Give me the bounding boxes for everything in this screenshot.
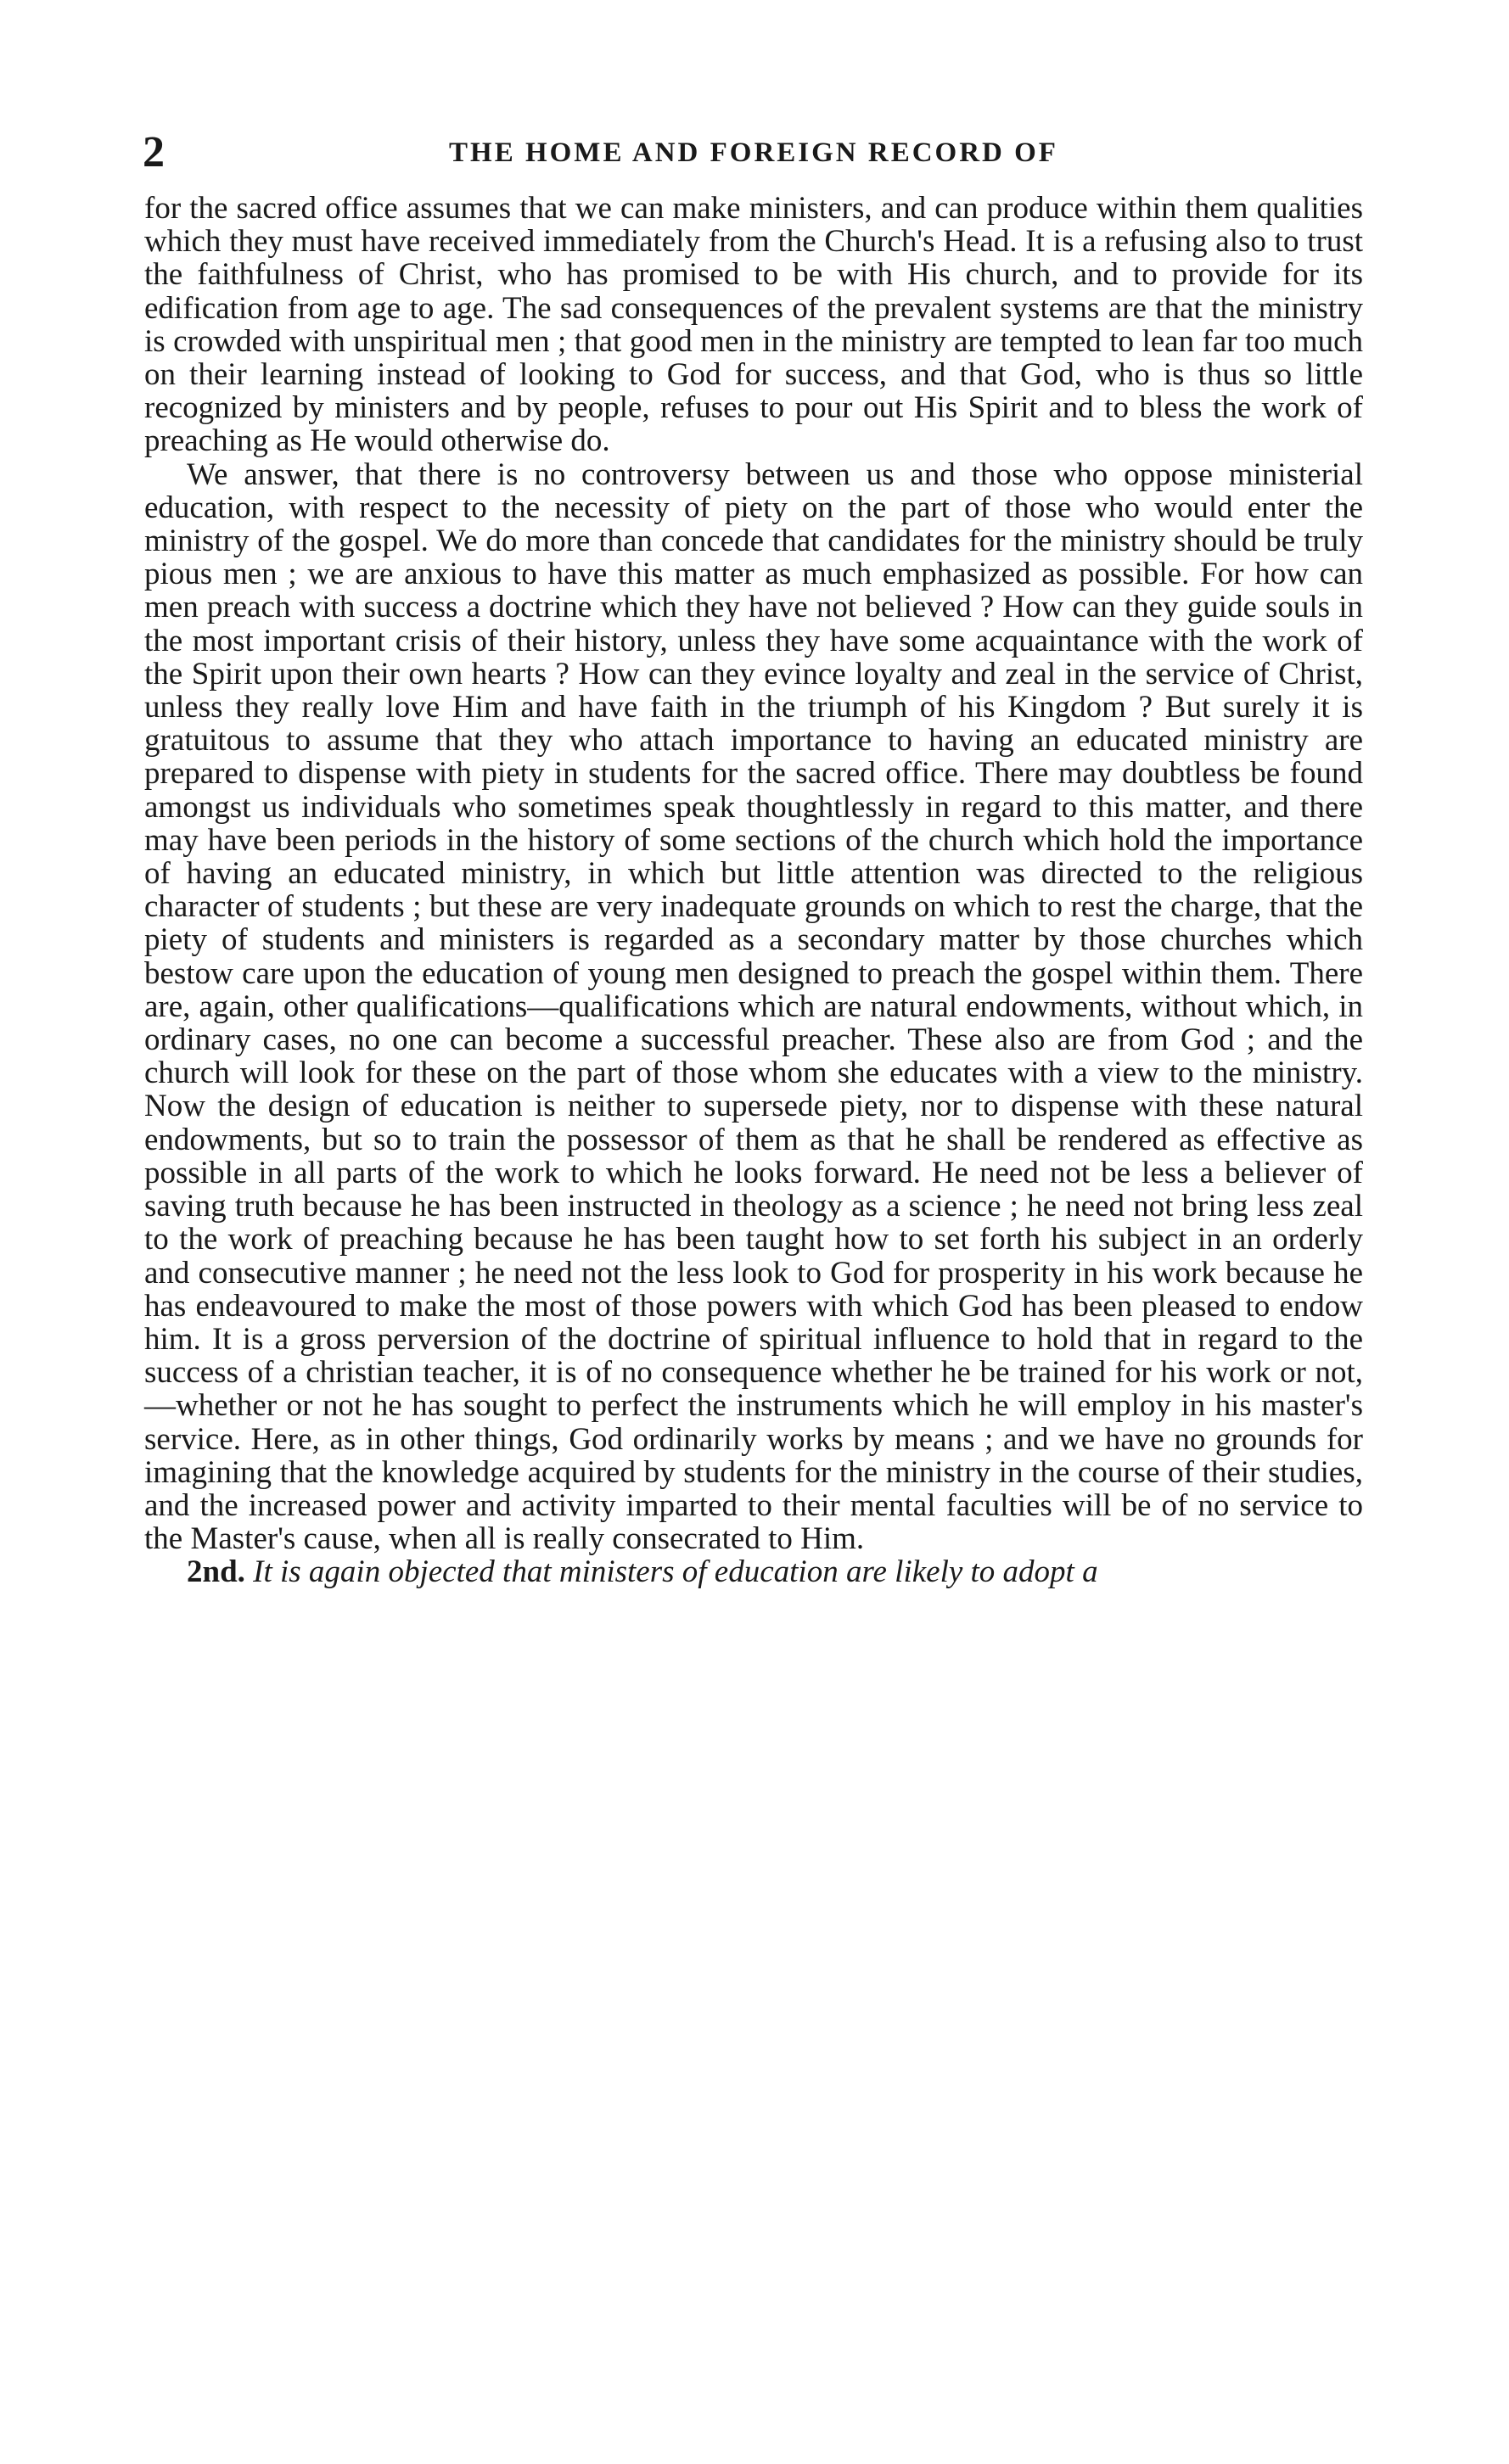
objection-text: It is again objected that ministers of education are likely to adopt a xyxy=(244,1554,1098,1590)
objection-number: 2nd. xyxy=(187,1554,245,1590)
running-title: THE HOME AND FOREIGN RECORD OF xyxy=(449,137,1058,168)
paragraph-second-objection xyxy=(144,1555,1363,1588)
page-number: 2 xyxy=(143,128,165,176)
paragraph-answer: We answer, that there is no controversy between us and those who oppose ministerial education, with respect to the necessity of piety on the part of those who would enter the ministry of the gospel. We do more than concede that candidates for the ministry should be truly pious men ; we are anxious to have this matter as much emphasized as possible. For how can men preach with success a doctrine which they have not believed ? How can they guide souls in the most important crisis of their history, unless they have some acquaintance with the work of the Spirit upon their own hearts ? How can they evince loyalty and zeal in the service of Christ, unless they really love Him and have faith in the triumph of his Kingdom ? But surely it is gratuitous to assume that they who attach importance to having an educated ministry are prepared to dispense with piety in students for the sacred office. There may doubtless be found amongst us individuals who sometimes speak thoughtlessly in regard to this matter, and there may have been periods in the history of some sections of the church which hold the importance of having an educated ministry, in which but little attention was directed to the religious character of students ; but these are very inadequate grounds on which to rest the charge, that the piety of students and ministers is regarded as a secondary matter by those churches which bestow care upon the education of young men designed to preach the gospel within them. There are, again, other qualifications—qualifications which are natural endowments, without which, in ordinary cases, no one can become a successful preacher. These also are from God ; and the church will look for these on the part of those whom she educates with a view to the ministry. Now the design of education is neither to supersede piety, nor to dispense with these natural endowments, but so to train the possessor of them as that he shall be rendered as effective as possible in all parts of the work to which he looks forward. He need not be less a believer of saving truth because he has been instructed in theology as a science ; he need not bring less zeal to the work of preaching because he has been taught how to set forth his subject in an orderly and consecutive manner ; he need not the less look to God for prosperity in his work because he has endeavoured to make the most of those powers with which God has been pleased to endow him. It is a gross perversion of the doctrine of spiritual influence to hold that in regard to the success of a christian teacher, it is of no consequence whether he be trained for his work or not, —whether or not he has sought to perfect the instruments which he will employ in his master's service. Here, as in other things, God ordinarily works by means ; and we have no grounds for imagining that the knowledge acquired by students for the ministry in the course of their studies, and the increased power and activity imparted to their mental faculties will be of no service to the Master's cause, when all is really consecrated to Him. xyxy=(144,456,1363,1557)
page-header xyxy=(143,127,1365,178)
paragraph-continuation: for the sacred office assumes that we can make ministers, and can produce within them qualities which they must have received immediately from the Church's Head. It is a refusing also to trust the faithfulness of Christ, who has promised to be with His church, and to provide for its edification from age to age. The sad consequences of the prevalent systems are that the ministry is crowded with unspiritual men ; that good men in the ministry are tempted to lean far too much on their learning instead of looking to God for success, and that God, who is thus so little recognized by ministers and by people, refuses to pour out His Spirit and to bless the work of preaching as He would otherwise do. xyxy=(144,191,1363,459)
page-body xyxy=(144,192,1363,1589)
